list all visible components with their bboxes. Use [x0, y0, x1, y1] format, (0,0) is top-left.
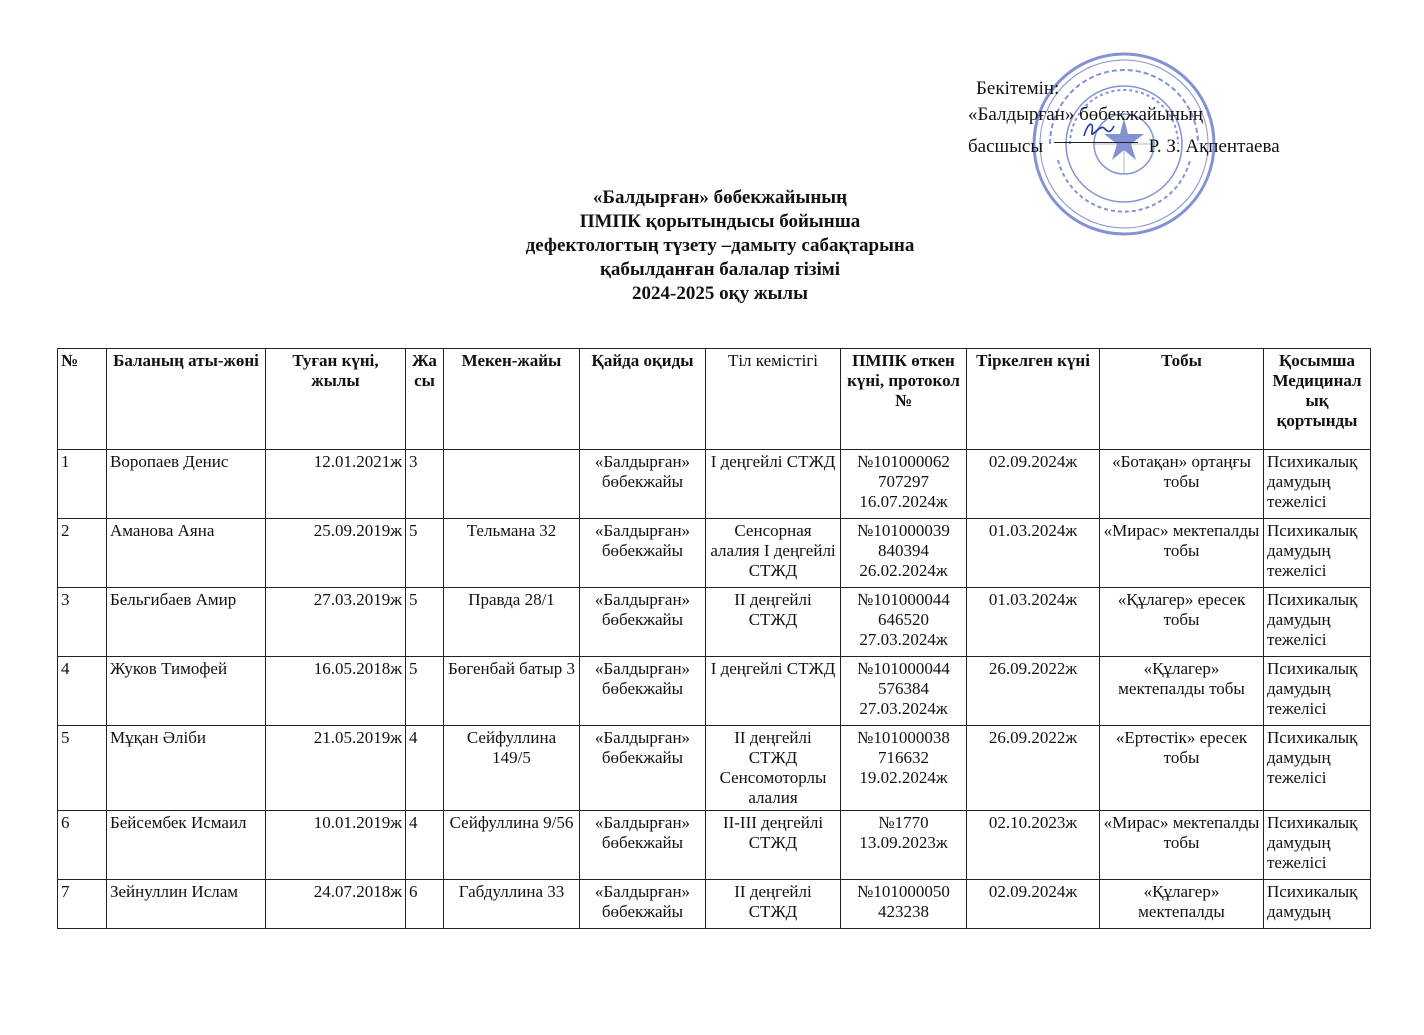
cell-medical: Психикалық дамудың тежелісі: [1264, 450, 1371, 519]
cell-number: 5: [58, 726, 107, 811]
cell-school: «Балдырған» бөбекжайы: [580, 726, 706, 811]
cell-registered: 02.10.2023ж: [967, 811, 1100, 880]
children-roster-table: [57, 348, 1371, 929]
cell-defect: I деңгейлі СТЖД: [706, 657, 841, 726]
col-header-group: Тобы: [1100, 349, 1264, 450]
cell-name: Воропаев Денис: [107, 450, 266, 519]
cell-group: «Құлагер» мектепалды: [1100, 880, 1264, 929]
approval-line-3: [968, 128, 1280, 160]
cell-defect: I деңгейлі СТЖД: [706, 450, 841, 519]
cell-address: [444, 450, 580, 519]
table-body: [58, 450, 1371, 929]
cell-number: 3: [58, 588, 107, 657]
approval-line-2: «Балдырған» бөбекжайының: [968, 104, 1203, 125]
cell-group: «Құлагер» ересек тобы: [1100, 588, 1264, 657]
cell-school: «Балдырған» бөбекжайы: [580, 657, 706, 726]
cell-number: 4: [58, 657, 107, 726]
cell-school: «Балдырған» бөбекжайы: [580, 519, 706, 588]
cell-registered: 26.09.2022ж: [967, 726, 1100, 811]
cell-medical: Психикалық дамудың тежелісі: [1264, 588, 1371, 657]
cell-birth: 10.01.2019ж: [266, 811, 406, 880]
cell-address: Габдуллина 33: [444, 880, 580, 929]
cell-pmpk: №1770 13.09.2023ж: [841, 811, 967, 880]
cell-age: 4: [406, 811, 444, 880]
cell-defect: Сенсорная алалия I деңгейлі СТЖД: [706, 519, 841, 588]
cell-medical: Психикалық дамудың тежелісі: [1264, 519, 1371, 588]
approval-line-1: Бекітемін:: [976, 78, 1060, 99]
title-line-1: «Балдырған» бөбекжайының: [592, 187, 848, 208]
cell-age: 5: [406, 588, 444, 657]
cell-birth: 24.07.2018ж: [266, 880, 406, 929]
cell-pmpk: №101000044 646520 27.03.2024ж: [841, 588, 967, 657]
col-header-name: Баланың аты-жөні: [107, 349, 266, 450]
cell-registered: 26.09.2022ж: [967, 657, 1100, 726]
cell-pmpk: №101000050 423238: [841, 880, 967, 929]
table-header-row: [58, 349, 1371, 450]
approval-block: [968, 76, 1280, 160]
cell-defect: II деңгейлі СТЖД Сенсомоторлы алалия: [706, 726, 841, 811]
cell-defect: II-III деңгейлі СТЖД: [706, 811, 841, 880]
cell-birth: 25.09.2019ж: [266, 519, 406, 588]
title-line-4: қабылданған балалар тізімі: [599, 259, 841, 280]
cell-number: 1: [58, 450, 107, 519]
cell-pmpk: №101000038 716632 19.02.2024ж: [841, 726, 967, 811]
cell-number: 6: [58, 811, 107, 880]
title-line-2: ПМПК қорытындысы бойынша: [579, 211, 861, 232]
cell-address: Правда 28/1: [444, 588, 580, 657]
cell-age: 6: [406, 880, 444, 929]
col-header-school: Қайда оқиды: [580, 349, 706, 450]
col-header-birth: Туған күні, жылы: [266, 349, 406, 450]
cell-age: 3: [406, 450, 444, 519]
approval-position: басшысы: [968, 136, 1044, 157]
cell-address: Сейфуллина 9/56: [444, 811, 580, 880]
cell-medical: Психикалық дамудың тежелісі: [1264, 657, 1371, 726]
col-header-defect: Тіл кемістігі: [706, 349, 841, 450]
title-line-3: дефектологтың түзету –дамыту сабақтарына: [525, 235, 915, 256]
cell-registered: 01.03.2024ж: [967, 519, 1100, 588]
cell-name: Зейнуллин Ислам: [107, 880, 266, 929]
title-line-5: 2024-2025 оқу жылы: [632, 283, 808, 304]
cell-name: Аманова Аяна: [107, 519, 266, 588]
cell-birth: 12.01.2021ж: [266, 450, 406, 519]
cell-age: 4: [406, 726, 444, 811]
cell-medical: Психикалық дамудың: [1264, 880, 1371, 929]
col-header-number: №: [58, 349, 107, 450]
cell-group: «Ертөстік» ересек тобы: [1100, 726, 1264, 811]
col-header-pmpk: ПМПК өткен күні, протокол №: [841, 349, 967, 450]
cell-registered: 02.09.2024ж: [967, 450, 1100, 519]
cell-school: «Балдырған» бөбекжайы: [580, 811, 706, 880]
cell-medical: Психикалық дамудың тежелісі: [1264, 726, 1371, 811]
col-header-registered: Тіркелген күні: [967, 349, 1100, 450]
cell-number: 2: [58, 519, 107, 588]
table-row: [58, 519, 1371, 588]
cell-group: «Мирас» мектепалды тобы: [1100, 519, 1264, 588]
cell-address: Бөгенбай батыр 3: [444, 657, 580, 726]
cell-registered: 01.03.2024ж: [967, 588, 1100, 657]
cell-group: «Ботақан» ортаңғы тобы: [1100, 450, 1264, 519]
document-title: [440, 186, 1000, 306]
cell-school: «Балдырған» бөбекжайы: [580, 880, 706, 929]
cell-registered: 02.09.2024ж: [967, 880, 1100, 929]
cell-name: Бейсембек Исмаил: [107, 811, 266, 880]
cell-medical: Психикалық дамудың тежелісі: [1264, 811, 1371, 880]
cell-name: Жуков Тимофей: [107, 657, 266, 726]
cell-defect: II деңгейлі СТЖД: [706, 588, 841, 657]
cell-pmpk: №101000062 707297 16.07.2024ж: [841, 450, 967, 519]
cell-defect: II деңгейлі СТЖД: [706, 880, 841, 929]
cell-address: Сейфуллина 149/5: [444, 726, 580, 811]
cell-number: 7: [58, 880, 107, 929]
col-header-address: Мекен-жайы: [444, 349, 580, 450]
table-row: [58, 450, 1371, 519]
cell-age: 5: [406, 657, 444, 726]
signature-icon: [1054, 118, 1138, 142]
col-header-medical: Қосымша Медициналық қортынды: [1264, 349, 1371, 450]
cell-school: «Балдырған» бөбекжайы: [580, 588, 706, 657]
cell-birth: 21.05.2019ж: [266, 726, 406, 811]
table-row: [58, 588, 1371, 657]
cell-group: «Мирас» мектепалды тобы: [1100, 811, 1264, 880]
approval-name: Р. З. Ақпентаева: [1148, 136, 1280, 157]
signature-line: [1054, 128, 1138, 143]
table-row: [58, 657, 1371, 726]
cell-name: Бельгибаев Амир: [107, 588, 266, 657]
cell-school: «Балдырған» бөбекжайы: [580, 450, 706, 519]
cell-birth: 16.05.2018ж: [266, 657, 406, 726]
cell-age: 5: [406, 519, 444, 588]
col-header-age: Жасы: [406, 349, 444, 450]
cell-group: «Құлагер» мектепалды тобы: [1100, 657, 1264, 726]
table-row: [58, 726, 1371, 811]
table-row: [58, 811, 1371, 880]
cell-name: Мұқан Әліби: [107, 726, 266, 811]
cell-address: Тельмана 32: [444, 519, 580, 588]
cell-birth: 27.03.2019ж: [266, 588, 406, 657]
table-row: [58, 880, 1371, 929]
cell-pmpk: №101000044 576384 27.03.2024ж: [841, 657, 967, 726]
cell-pmpk: №101000039 840394 26.02.2024ж: [841, 519, 967, 588]
